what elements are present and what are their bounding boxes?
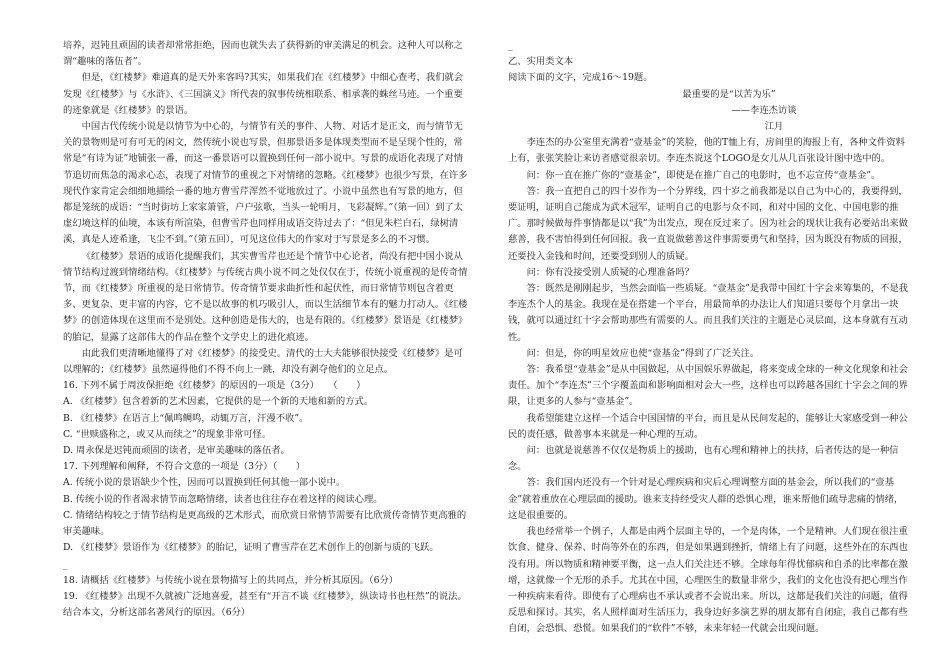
article-title: 最重要的是“以苦为乐” bbox=[682, 88, 776, 100]
q16-option-c: C. “世赎盛称之，或又从而续之”的现象非常可怪。 bbox=[63, 428, 272, 440]
question-17: 17. 下列理解和阐释，不符合文意的一项是（3分）（ ） bbox=[63, 461, 306, 473]
q17-option-c: C. 情绪结构较之于情节结构是更高级的艺术形式，而欣赏日常情节需要有比欣赏传奇情节更高雅的审美趣味。 bbox=[63, 509, 467, 538]
right-para-0: 李连杰的办公室里充满着“壹基金”的笑脸，他的T恤上有，房间里的海报上有，各种文件资料上有，张张笑脸让来访者感觉很亲切。李连杰说这个LOGO是女儿从几百张设计图中选中的。 bbox=[508, 137, 905, 165]
left-para-2: 中国古代传统小说是以情节为中心的，与情节有关的事件、人物、对话才是正文，而与情节无关的景物则是可有可无的闲文，然传统小说也写景，但那景语多是体现类型而不是呈现个性的，常常是“有诗为证”地铺张一番，而这一番景语可以置换到任何一部小说中。写景的成语化表现了对情节追切而焦急的渴求心态，表现了对情节的重视之下对情绪的忽略。《红楼梦》也很少写景，在许多现代作家肯定会细细地描绘一番的地方曹雪芹浑然不觉地放过了。小说中虽然也有写景的地方，但都是笼统的成语：“当时街坊上家家箫管，户户弦歌，当头一轮明月，飞彩凝辉。”（第一回）到了太虚幻境这样的仙境，本该有所渲染，但曹雪芹也同样用成语交待过去了：“但见朱栏白石，绿树清溪，真是人迹希逢，飞尘不到。”（第五回），可见这位伟大的作家对于写景是多么的不习惯。 bbox=[63, 121, 468, 246]
right-para-10: 我也经常举一个例子，人都是由两个层面主导的，一个是肉体，一个是精神。人们现在很注重饮食、健身、保养、时尚等外在的东西，但是如果遇到挫折，情绪上有了问题，这些外在的东西也没有用。所以物质和精神要平衡，这一点人们关注还不够。全球每年得忧郁病和自杀的比率都在激增，这就像一个无形的杀手。尤其在中国，心理医生的数量非常少，我们的文化也没有把心理当作一种疾病来看待。即使有了心理病也不承认或者不会说出来。所以，这都是我们关注的问题，值得反思和探讨。其实，名人照样面对生活压力，我身边好多演艺界的朋友都有自闭症，我自己都有些自闭，会恐惧、恐慌。如果我们的“软件”不够，未来年轻一代就会出现问题。 bbox=[508, 526, 908, 635]
right-para-8: 问：也就是说慈善不仅仅是物质上的援助，也有心理和精神上的扶持，后者传达的是一种信念。 bbox=[508, 445, 899, 473]
question-18: 18. 请概括《红楼梦》与传统小说在景物描写上的共同点，并分析其原因。（6分） bbox=[63, 574, 399, 586]
left-para-3: 《红楼梦》景语的成语化提醒我们，其实曹雪芹也还是个情节中心论者，尚没有把中国小说从情节结构过渡到情绪结构。《红楼梦》与传统古典小说不同之处仅仅在于，传统小说重视的是传奇情节，而《红楼梦》所重视的是日常情节。传奇情节要求曲折性和起伏性，而日常情节则包含着更多、更复杂、更丰富的内容，它不是以故事的机巧吸引人，而以生活细节本有的魅力打动人。《红楼梦》的创造体现在这里而不是别处。这种创造是伟大的，也是有限的。《红楼梦》景语是《红楼梦》的胎记，显露了这部伟大的作品在整个文学史上的进化痕迹。 bbox=[63, 250, 468, 343]
reading-instruction: 阅读下面的文字，完成16～19题。 bbox=[508, 72, 653, 84]
left-mark: _ bbox=[63, 558, 68, 570]
article-subtitle: ——李连杰访谈 bbox=[731, 104, 797, 116]
q17-option-b: B. 传统小说的作者渴求情节而忽略情绪，读者也往往存在着这样的阅读心理。 bbox=[63, 493, 383, 505]
right-para-3: 问：你有没接受别人质疑的心理准备吗？ bbox=[526, 266, 694, 278]
left-column bbox=[63, 38, 468, 621]
left-para-4: 由此我们更清晰地懂得了对《红楼梦》的接受史。清代的士大夫能够很快接受《红楼梦》是可以理解的；《红楼梦》虽然逼得他们不得不向上一跳，却没有剥夺他们的立足点。 bbox=[63, 347, 463, 376]
right-para-4: 答：既然是刚刚起步，当然会面临一些质疑。“壹基金”是我带中国红十字会来筹集的，不是我李连杰个人的基金。我现在是在搭建一个平台，用最简单的办法让人们知道只要每个月拿出一块钱，就可以通过红十字会帮助那些有需要的人。而且我们关注的主题是心灵层面，这本身就有互动性。 bbox=[508, 283, 908, 343]
right-para-1: 问：你一直在推广你的“壹基金”，即使是在推广自己的电影时，也不忘宣传“壹基金”。 bbox=[526, 169, 881, 181]
right-column bbox=[508, 38, 910, 638]
right-para-9: 答：我们国内还没有一个针对是心理疾病和灾后心理调整方面的基金会，所以我们的“壹基金”就着重放在心理层面的援助。谁来支持经受灾人群的恐惧心理，谁来帮他们疏导悲痛的情绪，这是很重要的。 bbox=[508, 477, 904, 521]
q16-option-d: D. 周永保是迟钝而顽固的读者，是审美趣味的落伍者。 bbox=[63, 445, 290, 457]
q17-option-a: A. 传统小说的景语缺少个性，因而可以置换到任何其他一部小说中。 bbox=[63, 477, 346, 489]
right-para-6: 答：我希望“壹基金”是从中国做起，从中国娱乐界做起，将来变成全球的一种文化现象和社会责任。加个“李连杰”三个字覆盖面和影响面相对会大一些，这样也可以跨越各国红十字会之间的界限，让更多的人参与“壹基金”。 bbox=[508, 364, 908, 408]
q17-option-d: D. 《红楼梦》景语作为《红楼梦》的胎记，证明了曹雪芹在艺术创作上的创新与质的飞跃。 bbox=[63, 542, 439, 554]
right-para-7: 我希望能建立这样一个适合中国国情的平台，而且是从民间发起的，能够让大家感受到一种公民的责任感，做善事本来就是一种心理的互动。 bbox=[508, 412, 908, 440]
q16-option-a: A. 《红楼梦》包含着新的艺术因素，它提供的是一个新的天地和新的方式。 bbox=[63, 396, 374, 408]
left-para-0: 培养，迟钝且顽固的读者却常常拒绝，因而也就失去了获得新的审美满足的机会。这种人可以称之谓“趣味的落伍者”。 bbox=[63, 40, 463, 68]
left-para-1: 但是，《红楼梦》难道真的是天外来客吗?其实，如果我们在《红楼梦》中细心查考，我们就会发现《红楼梦》与《水浒》、《三国演义》所代表的叙事传统相联系、相承袭的蛛丝马迹。一个重要的迹象就是《红楼梦》的景语。 bbox=[63, 72, 464, 116]
section-heading: 乙、实用类文本 bbox=[508, 56, 574, 68]
article-author: 江月 bbox=[764, 121, 784, 133]
right-mark: _ bbox=[508, 40, 513, 51]
q16-option-b: B. 《红楼梦》在语言上“佩鸣鲷鸣，动辄万言，汗漫不收”。 bbox=[63, 412, 309, 424]
question-19: 19. 《红楼梦》出现不久就被广泛地喜爱，甚至有“开言不谈《红楼梦》，纵读诗书也枉然”的说法。结合本文，分析这部名著风行的原因。（6分） bbox=[63, 590, 467, 619]
question-16: 16. 下列不属于周汝保拒绝《红楼梦》的原因的一项是（3分） （ ） bbox=[63, 380, 366, 392]
right-para-5: 问：但是，你的明星效应也使“壹基金”得到了广泛关注。 bbox=[526, 347, 760, 359]
right-para-2: 答：我一直把自己的四十岁作为一个分界线，四十岁之前我都是以自己为中心的，我要得到，要证明，证明自己能成为武术冠军，证明自己的电影与众不同，和对中国的文化、中国电影的推广。那时候做每件事情都是以“我”为出发点，现在反过来了。因为社会的现状让我有必要站出来做慈善，我不害怕得到任何回报。我一直说做慈善这件事需要勇气和坚持，因为既没有物质的回报，还要投入金钱和时间，还要受到别人的质疑。 bbox=[508, 185, 908, 262]
